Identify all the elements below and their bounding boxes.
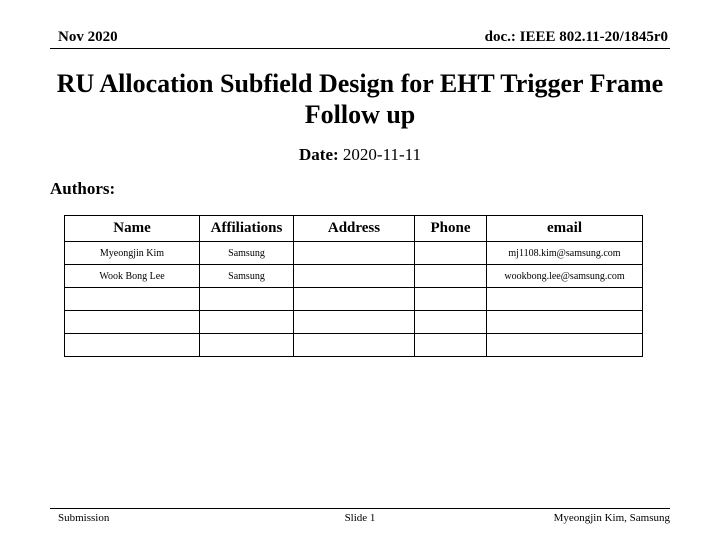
cell-name bbox=[65, 288, 200, 311]
column-header-name: Name bbox=[65, 216, 200, 242]
cell-name bbox=[65, 311, 200, 334]
column-header-email: email bbox=[487, 216, 643, 242]
footer-author: Myeongjin Kim, Samsung bbox=[553, 512, 670, 524]
cell-email: mj1108.kim@samsung.com bbox=[487, 242, 643, 265]
table-row bbox=[65, 288, 643, 311]
cell-phone bbox=[415, 311, 487, 334]
cell-phone bbox=[415, 242, 487, 265]
authors-table bbox=[64, 215, 643, 357]
footer-submission: Submission bbox=[58, 512, 110, 524]
authors-heading: Authors: bbox=[50, 179, 116, 198]
table-row bbox=[65, 334, 643, 357]
cell-name: Myeongjin Kim bbox=[65, 242, 200, 265]
cell-address bbox=[294, 311, 415, 334]
header-date: Nov 2020 bbox=[58, 29, 118, 45]
cell-affiliation bbox=[200, 334, 294, 357]
slide-title bbox=[40, 68, 680, 130]
cell-address bbox=[294, 242, 415, 265]
cell-email bbox=[487, 311, 643, 334]
title-line-1: RU Allocation Subfield Design for EHT Trigger Frame bbox=[56, 69, 664, 98]
table-row bbox=[65, 265, 643, 288]
cell-affiliation: Samsung bbox=[200, 242, 294, 265]
title-line-2: Follow up bbox=[304, 100, 416, 129]
footer-slide-number: Slide 1 bbox=[344, 512, 376, 524]
header-divider bbox=[50, 48, 670, 49]
cell-email bbox=[487, 288, 643, 311]
cell-email: wookbong.lee@samsung.com bbox=[487, 265, 643, 288]
cell-address bbox=[294, 334, 415, 357]
table-row bbox=[65, 311, 643, 334]
cell-name bbox=[65, 334, 200, 357]
cell-email bbox=[487, 334, 643, 357]
column-header-affiliations: Affiliations bbox=[200, 216, 294, 242]
date-label: Date: bbox=[299, 145, 339, 164]
cell-phone bbox=[415, 265, 487, 288]
table-row bbox=[65, 242, 643, 265]
date-value: 2020-11-11 bbox=[342, 145, 421, 164]
cell-address bbox=[294, 288, 415, 311]
column-header-address: Address bbox=[294, 216, 415, 242]
cell-affiliation: Samsung bbox=[200, 265, 294, 288]
table-header-row bbox=[65, 216, 643, 242]
cell-phone bbox=[415, 334, 487, 357]
column-header-phone: Phone bbox=[415, 216, 487, 242]
cell-name: Wook Bong Lee bbox=[65, 265, 200, 288]
header-doc-id: doc.: IEEE 802.11-20/1845r0 bbox=[484, 29, 668, 45]
footer-divider bbox=[50, 508, 670, 509]
cell-affiliation bbox=[200, 288, 294, 311]
cell-address bbox=[294, 265, 415, 288]
cell-phone bbox=[415, 288, 487, 311]
date-line bbox=[0, 145, 720, 165]
cell-affiliation bbox=[200, 311, 294, 334]
